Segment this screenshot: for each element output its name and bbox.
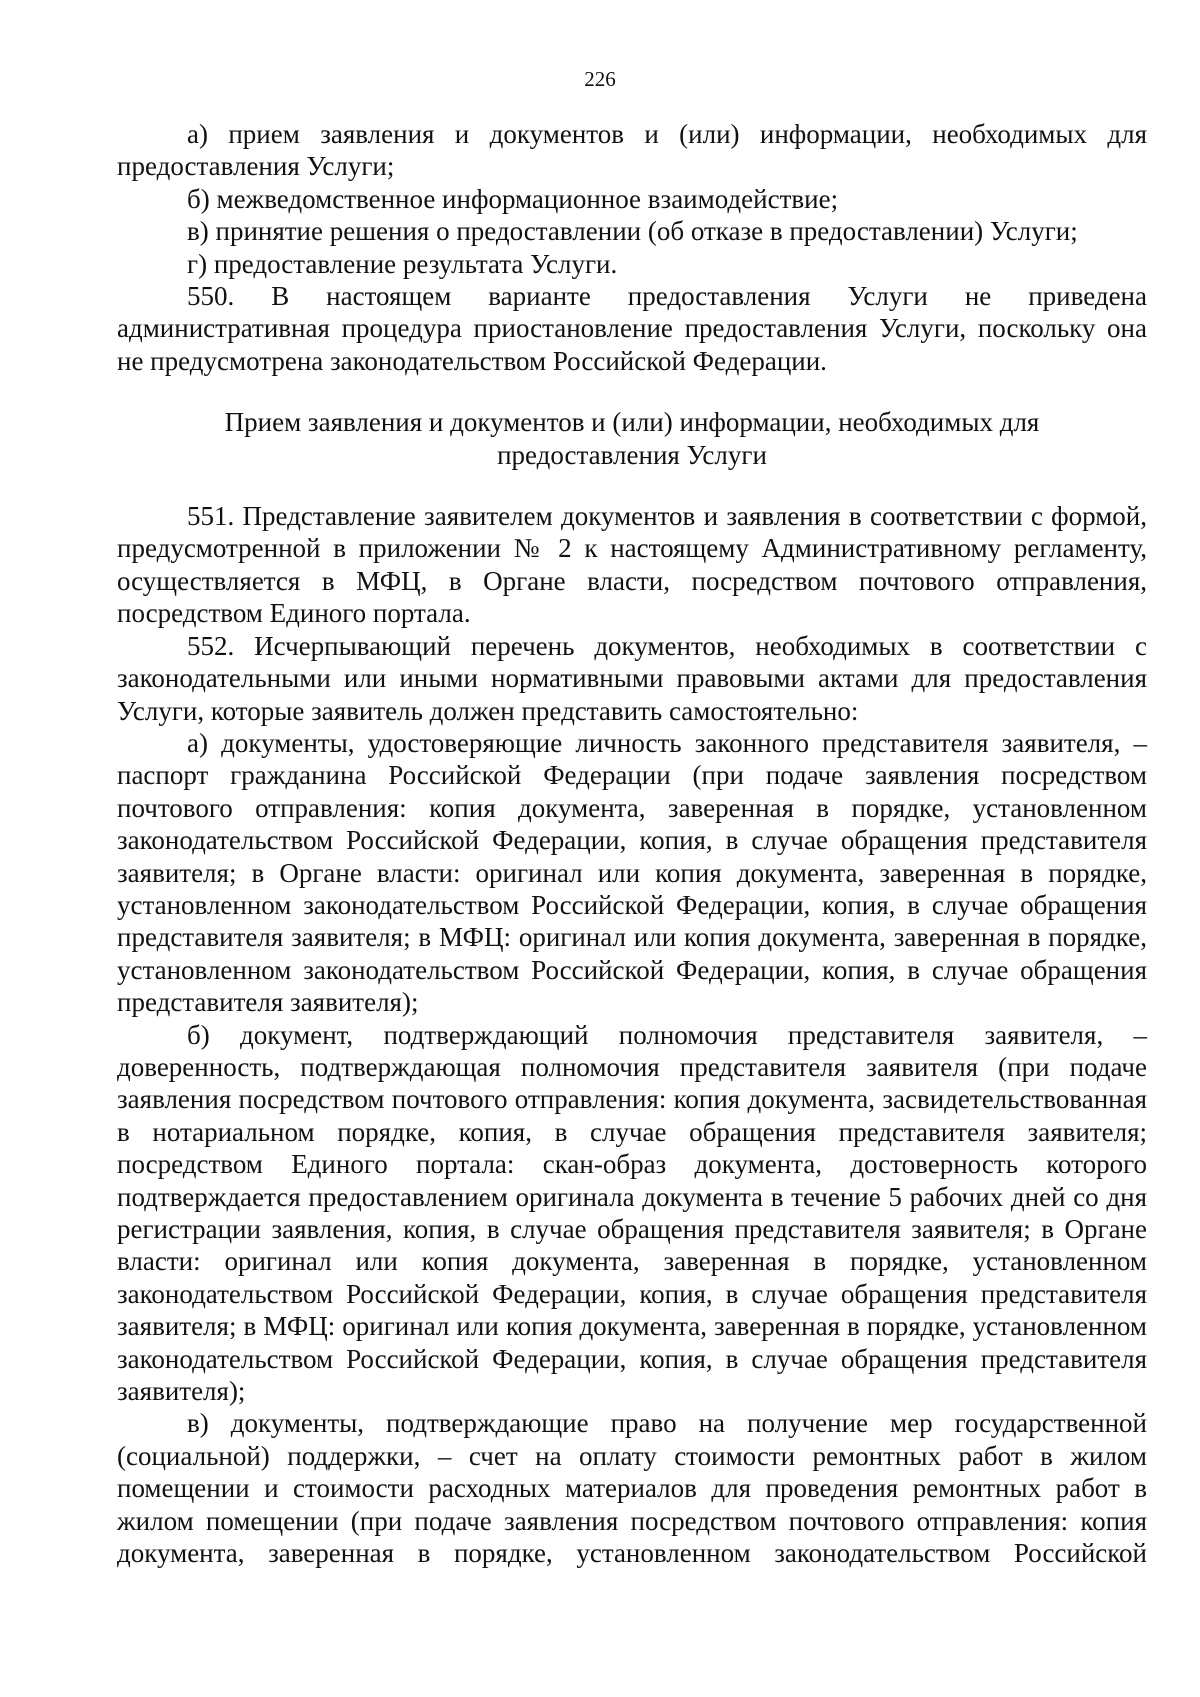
clause-552-item-a: а) документы, удостоверяющие личность законного представителя заявителя, – паспорт гражданина Российской Федерации (при подаче заявления посредством почтового отправления: копия документа, заверенная в порядке, установленном законодательством Российской Федерации, копия, в случае обращения представителя заявителя; в Органе власти: оригинал или копия документа, заверенная в порядке, установленном законодательством Российской Федерации, копия, в случае обращения представителя заявителя; в МФЦ: оригинал или копия документа, заверенная в порядке, установленном законодательством Российской Федерации, копия, в случае обращения представителя заявителя); [117,727,1147,1018]
document-body [117,118,1147,1569]
clause-551: 551. Представление заявителем документов и заявления в соответствии с формой, предусмотренной в приложении № 2 к настоящему Административному регламенту, осуществляется в МФЦ, в Органе власти, посредством почтового отправления, посредством Единого портала. [117,501,1147,629]
list-item-g: г) предоставление результата Услуги. [187,248,618,279]
list-item-v: в) принятие решения о предоставлении (об отказе в предоставлении) Услуги; [187,216,1078,247]
clause-552: 552. Исчерпывающий перечень документов, необходимых в соответствии с законодательными или иными нормативными правовыми актами для предоставления Услуги, которые заявитель должен представить самостоятельно: [117,630,1147,726]
clause-552-item-v: в) документы, подтверждающие право на получение мер государственной (социальной) поддержки, – счет на оплату стоимости ремонтных работ в жилом помещении и стоимости расходных материалов для проведения ремонтных работ в жилом помещении (при подаче заявления посредством почтового отправления: копия документа, заверенная в порядке, установленном законодательством Российской [117,1408,1147,1569]
section-heading: Прием заявления и документов и (или) информации, необходимых для предоставления Услуги [224,407,1040,470]
list-item-b: б) межведомственное информационное взаимодействие; [187,183,839,214]
list-item-a: а) прием заявления и документов и (или) информации, необходимых для предоставления Услуги; [117,119,1147,182]
clause-552-item-b: б) документ, подтверждающий полномочия представителя заявителя, – доверенность, подтверждающая полномочия представителя заявителя (при подаче заявления посредством почтового отправления: копия документа, засвидетельствованная в нотариальном порядке, копия, в случае обращения представителя заявителя; посредством Единого портала: скан-образ документа, достоверность которого подтверждается предоставлением оригинала документа в течение 5 рабочих дней со дня регистрации заявления, копия, в случае обращения представителя заявителя; в Органе власти: оригинал или копия документа, заверенная в порядке, установленном законодательством Российской Федерации, копия, в случае обращения представителя заявителя; в МФЦ: оригинал или копия документа, заверенная в порядке, установленном законодательством Российской Федерации, копия, в случае обращения представителя заявителя); [117,1019,1147,1407]
clause-550: 550. В настоящем варианте предоставления Услуги не приведена административная процедура приостановление предоставления Услуги, поскольку она не предусмотрена законодательством Российской Федерации. [117,281,1147,376]
page-number: 226 [584,67,616,91]
